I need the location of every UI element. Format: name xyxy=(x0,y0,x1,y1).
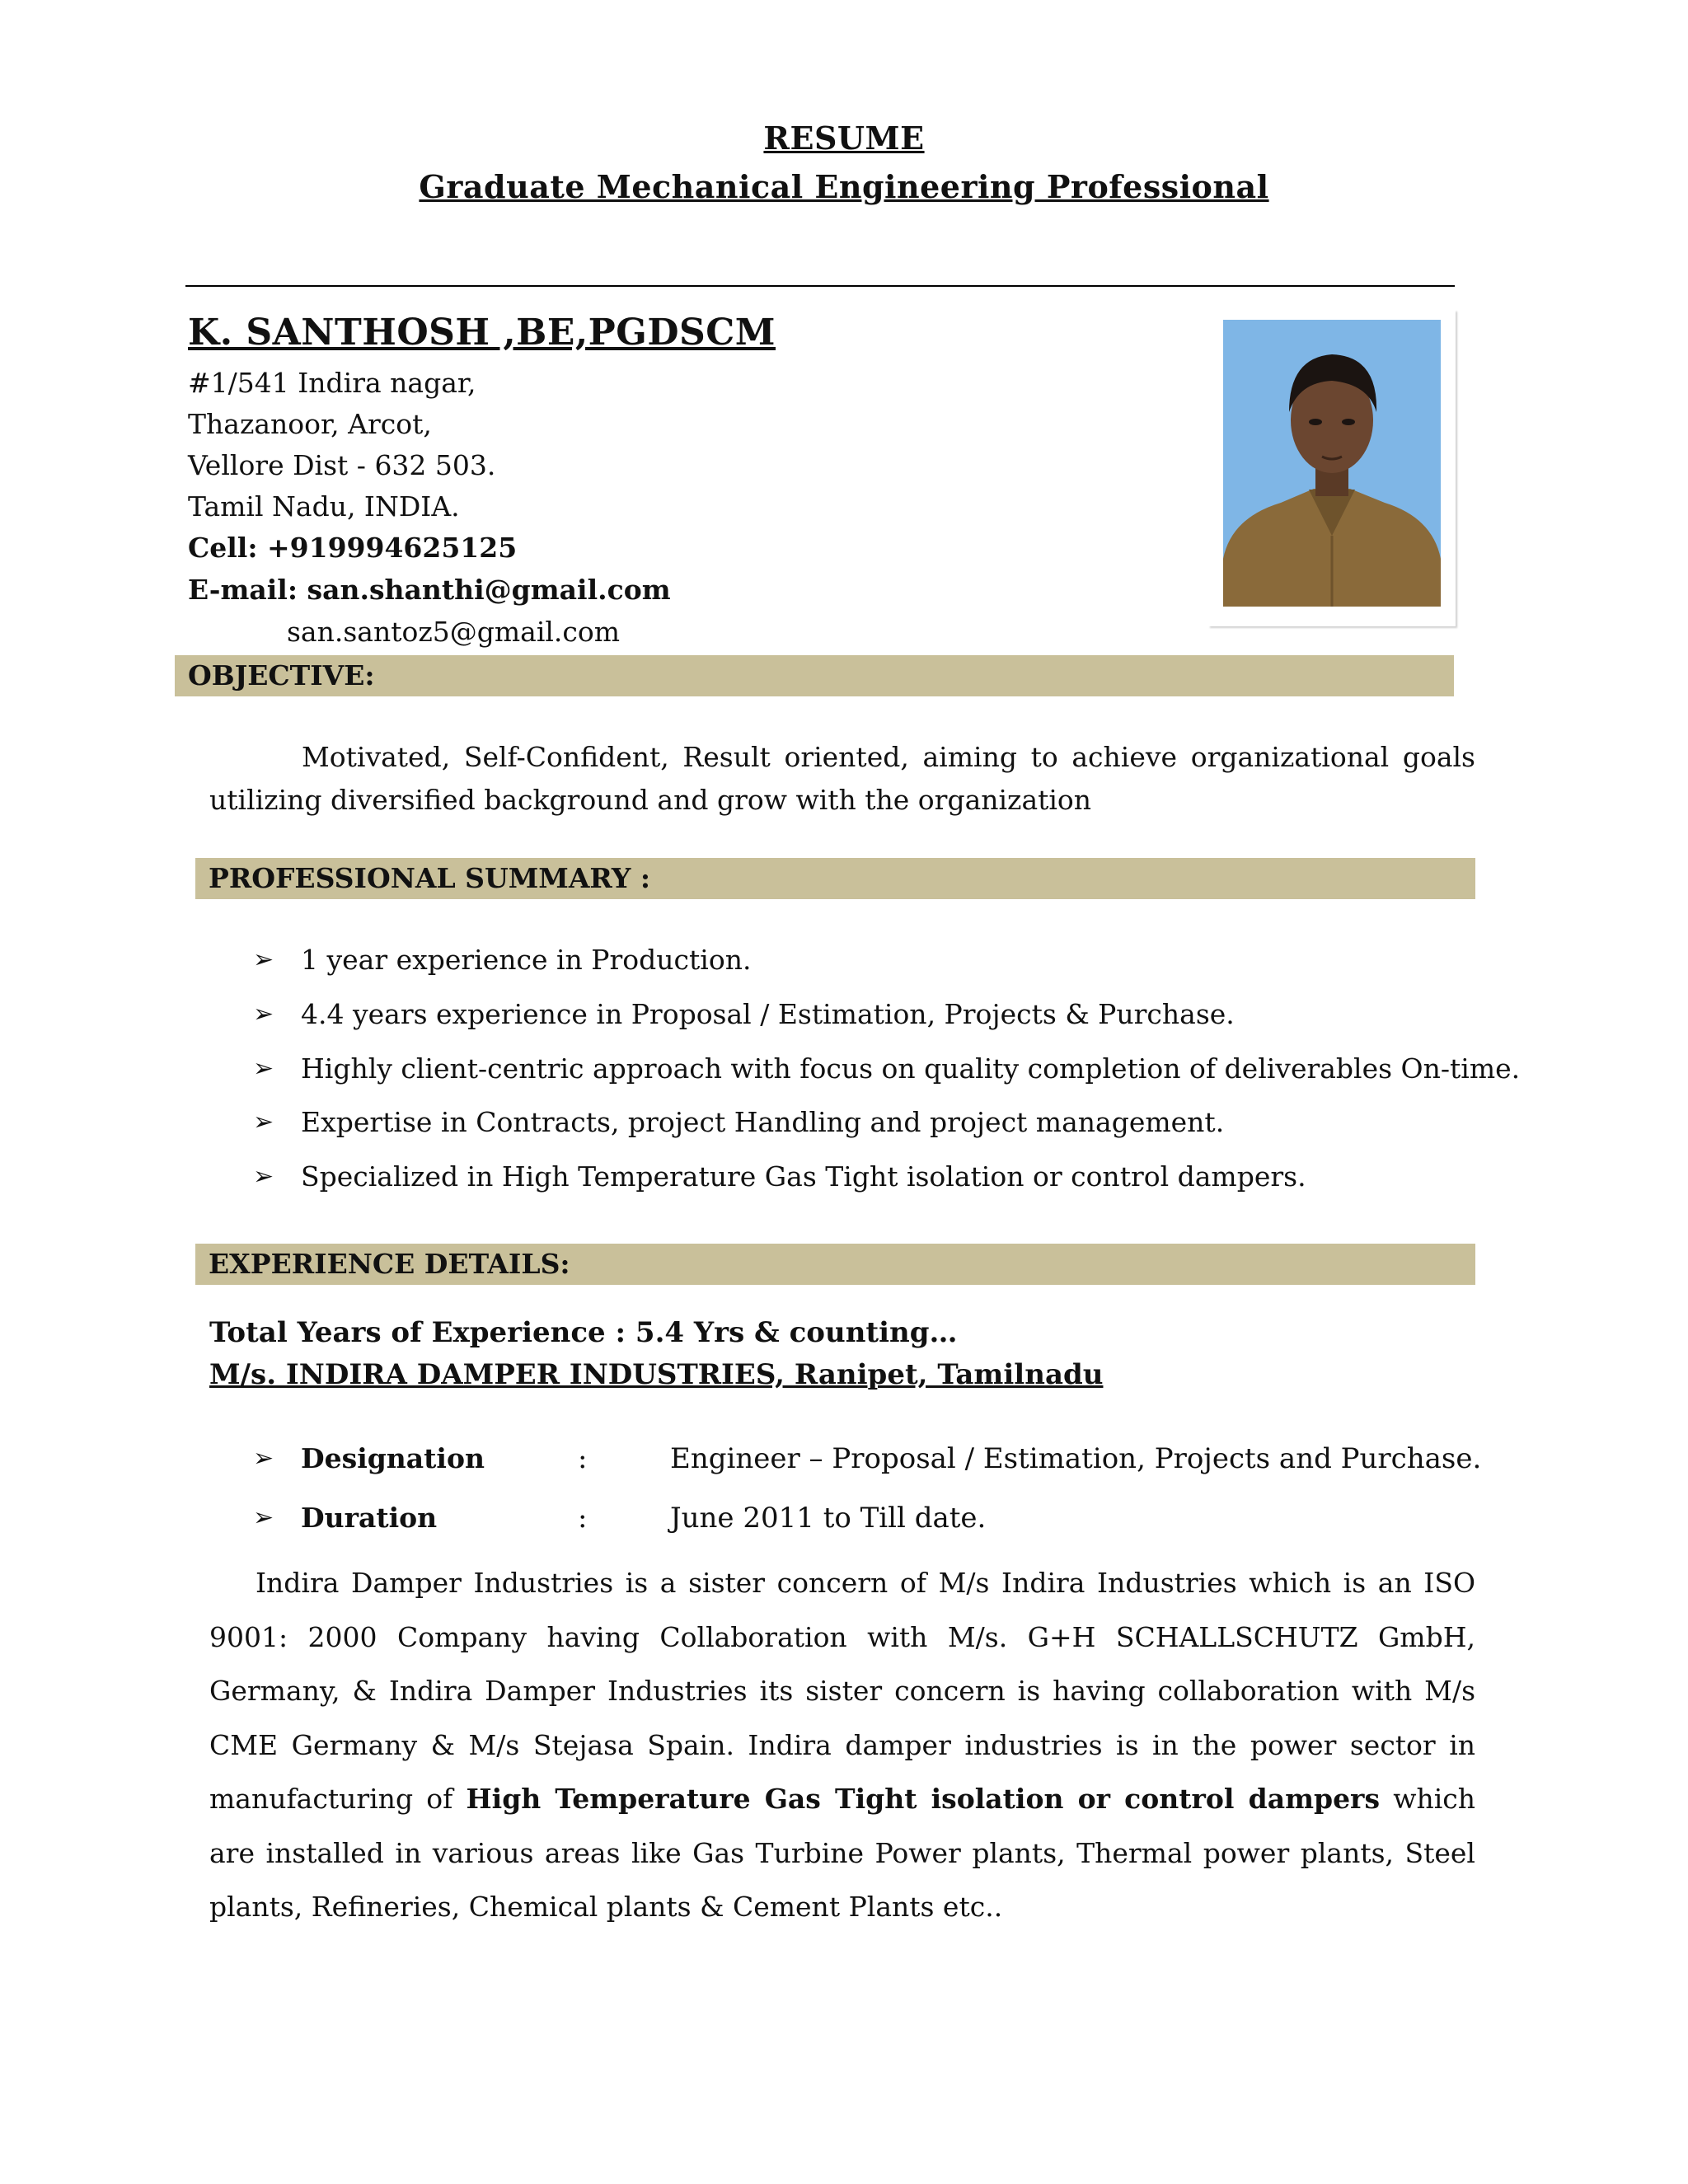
company-name: M/s. INDIRA DAMPER INDUSTRIES, Ranipet, Tamilnadu xyxy=(209,1358,1104,1391)
profile-photo-frame xyxy=(1208,310,1456,626)
designation-colon: : xyxy=(578,1442,588,1475)
objective-heading: OBJECTIVE: xyxy=(175,655,1454,696)
profile-photo xyxy=(1223,320,1441,607)
portrait-illustration xyxy=(1223,320,1441,607)
objective-text: Motivated, Self-Confident, Result oriented, aiming to achieve organizational goals utilizing diversified background and grow with the organization xyxy=(209,741,1475,816)
header-divider xyxy=(185,285,1455,287)
duration-label: Duration xyxy=(301,1502,438,1534)
address-line-2: Thazanoor, Arcot, xyxy=(188,408,432,440)
address-line-3: Vellore Dist - 632 503. xyxy=(188,449,496,481)
duration-colon: : xyxy=(578,1502,588,1535)
cell-number: Cell: +919994625125 xyxy=(188,532,518,564)
candidate-name: K. SANTHOSH ,BE,PGDSCM xyxy=(188,312,776,354)
email-secondary: san.santoz5@gmail.com xyxy=(287,616,621,648)
duration-value: June 2011 to Till date. xyxy=(670,1502,987,1535)
arrow-bullet-icon: ➢ xyxy=(253,1444,274,1473)
email-primary: E-mail: san.shanthi@gmail.com xyxy=(188,574,671,606)
arrow-bullet-icon: ➢ xyxy=(253,945,274,974)
address-line-1: #1/541 Indira nagar, xyxy=(188,367,476,399)
resume-subtitle: Graduate Mechanical Engineering Professional xyxy=(419,168,1269,205)
arrow-bullet-icon: ➢ xyxy=(253,1503,274,1532)
experience-heading: EXPERIENCE DETAILS: xyxy=(195,1244,1475,1285)
arrow-bullet-icon: ➢ xyxy=(253,1000,274,1029)
professional-summary-heading: PROFESSIONAL SUMMARY : xyxy=(195,858,1475,899)
designation-value: Engineer – Proposal / Estimation, Projects and Purchase. xyxy=(670,1442,1482,1475)
arrow-bullet-icon: ➢ xyxy=(253,1162,274,1191)
designation-label: Designation xyxy=(301,1442,485,1474)
total-experience: Total Years of Experience : 5.4 Yrs & counting… xyxy=(209,1316,958,1349)
company-description: Indira Damper Industries is a sister concern of M/s Indira Industries which is an ISO 9001: 2000 Company having Collaboration with M/s. G+H SCHALLSCHUTZ GmbH, Germany, & Indira Damper Industries its sister concern is having collaboration with M/s CME Germany & M/s Stejasa Spain. Indira damper industries is in the power sector in manufacturing of High Temperature Gas Tight isolation or control dampers which are installed in various areas like Gas Turbine Power plants, Thermal power plants, Steel plants, Refineries, Chemical plants & Cement Plants etc.. xyxy=(209,1567,1475,1923)
highlighted-specialty: High Temperature Gas Tight isolation or control dampers xyxy=(466,1783,1381,1815)
resume-title: RESUME xyxy=(763,120,925,157)
address-line-4: Tamil Nadu, INDIA. xyxy=(188,490,460,523)
arrow-bullet-icon: ➢ xyxy=(253,1054,274,1083)
arrow-bullet-icon: ➢ xyxy=(253,1108,274,1137)
